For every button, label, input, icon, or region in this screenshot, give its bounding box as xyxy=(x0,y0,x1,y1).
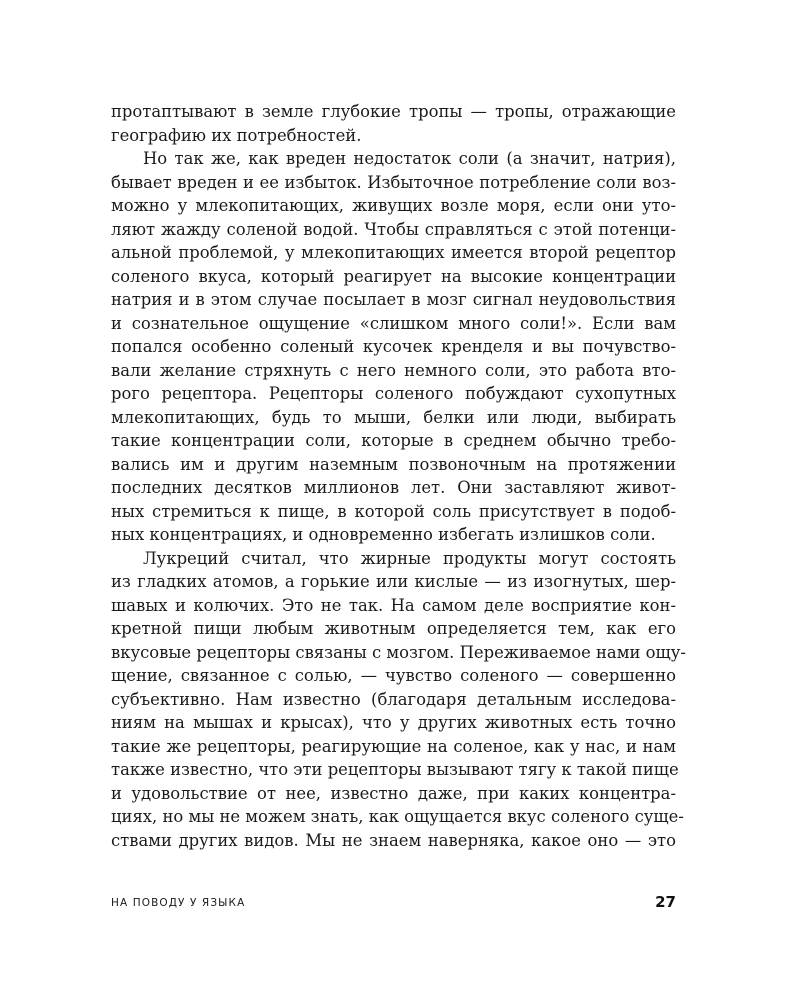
text-line: такие же рецепторы, реагирующие на соленое, как у нас, и нам xyxy=(111,736,676,756)
text-line: ных стремиться к пище, в которой соль присутствует в подоб- xyxy=(111,501,676,521)
text-line: соленого вкуса, который реагирует на высокие концентрации xyxy=(111,266,676,286)
page-number: 27 xyxy=(655,893,676,911)
text-line: можно у млекопитающих, живущих возле моря, если они уто- xyxy=(111,196,676,215)
text-line: кретной пищи любым животным определяется тем, как его xyxy=(111,619,676,638)
text-line: млекопитающих, будь то мыши, белки или люди, выбирать xyxy=(111,407,676,427)
text-line: альной проблемой, у млекопитающих имеется второй рецептор xyxy=(111,243,676,262)
text-line: ляют жажду соленой водой. Чтобы справляться с этой потенци- xyxy=(111,219,676,239)
text-line: и удовольствие от нее, известно даже, при каких концентра- xyxy=(111,783,676,803)
text-line: циях, но мы не можем знать, как ощущается вкус соленого суще- xyxy=(111,807,684,826)
text-line: и сознательное ощущение «слишком много соли!». Если вам xyxy=(111,313,676,333)
text-line: вали желание стряхнуть с него немного соли, это работа вто- xyxy=(111,360,676,380)
running-footer-title: НА ПОВОДУ У ЯЗЫКА xyxy=(111,897,246,909)
page-footer xyxy=(111,893,676,917)
text-line: щение, связанное с солью, — чувство соленого — совершенно xyxy=(111,666,676,685)
text-line: рого рецептора. Рецепторы соленого побуждают сухопутных xyxy=(111,384,676,403)
text-line: попался особенно соленый кусочек кренделя и вы почувство- xyxy=(111,337,676,356)
text-line: Но так же, как вреден недостаток соли (а значит, натрия), xyxy=(143,149,676,168)
text-line: протаптывают в земле глубокие тропы — тропы, отражающие xyxy=(111,102,676,121)
text-line: из гладких атомов, а горькие или кислые — из изогнутых, шер- xyxy=(111,572,676,591)
text-line: бывает вреден и ее избыток. Избыточное потребление соли воз- xyxy=(111,172,676,192)
text-line: последних десятков миллионов лет. Они заставляют живот- xyxy=(111,478,676,497)
text-line: Лукреций считал, что жирные продукты могут состоять xyxy=(143,548,676,568)
text-line: ных концентрациях, и одновременно избегать излишков соли. xyxy=(111,525,656,544)
text-line: ниям на мышах и крысах), что у других животных есть точно xyxy=(111,713,676,732)
text-line: шавых и колючих. Это не так. На самом деле восприятие кон- xyxy=(111,595,676,615)
text-line: субъективно. Нам известно (благодаря детальным исследова- xyxy=(111,689,676,709)
text-line: также известно, что эти рецепторы вызывают тягу к такой пище xyxy=(111,760,679,779)
text-line: ствами других видов. Мы не знаем наверняка, какое оно — это xyxy=(111,830,676,850)
text-line: вкусовые рецепторы связаны с мозгом. Переживаемое нами ощу- xyxy=(111,642,686,662)
text-line: вались им и другим наземным позвоночным на протяжении xyxy=(111,454,676,474)
body-text xyxy=(111,100,686,852)
text-line: натрия и в этом случае посылает в мозг сигнал неудовольствия xyxy=(111,290,676,309)
text-line: такие концентрации соли, которые в среднем обычно требо- xyxy=(111,431,676,450)
text-line: географию их потребностей. xyxy=(111,125,362,145)
